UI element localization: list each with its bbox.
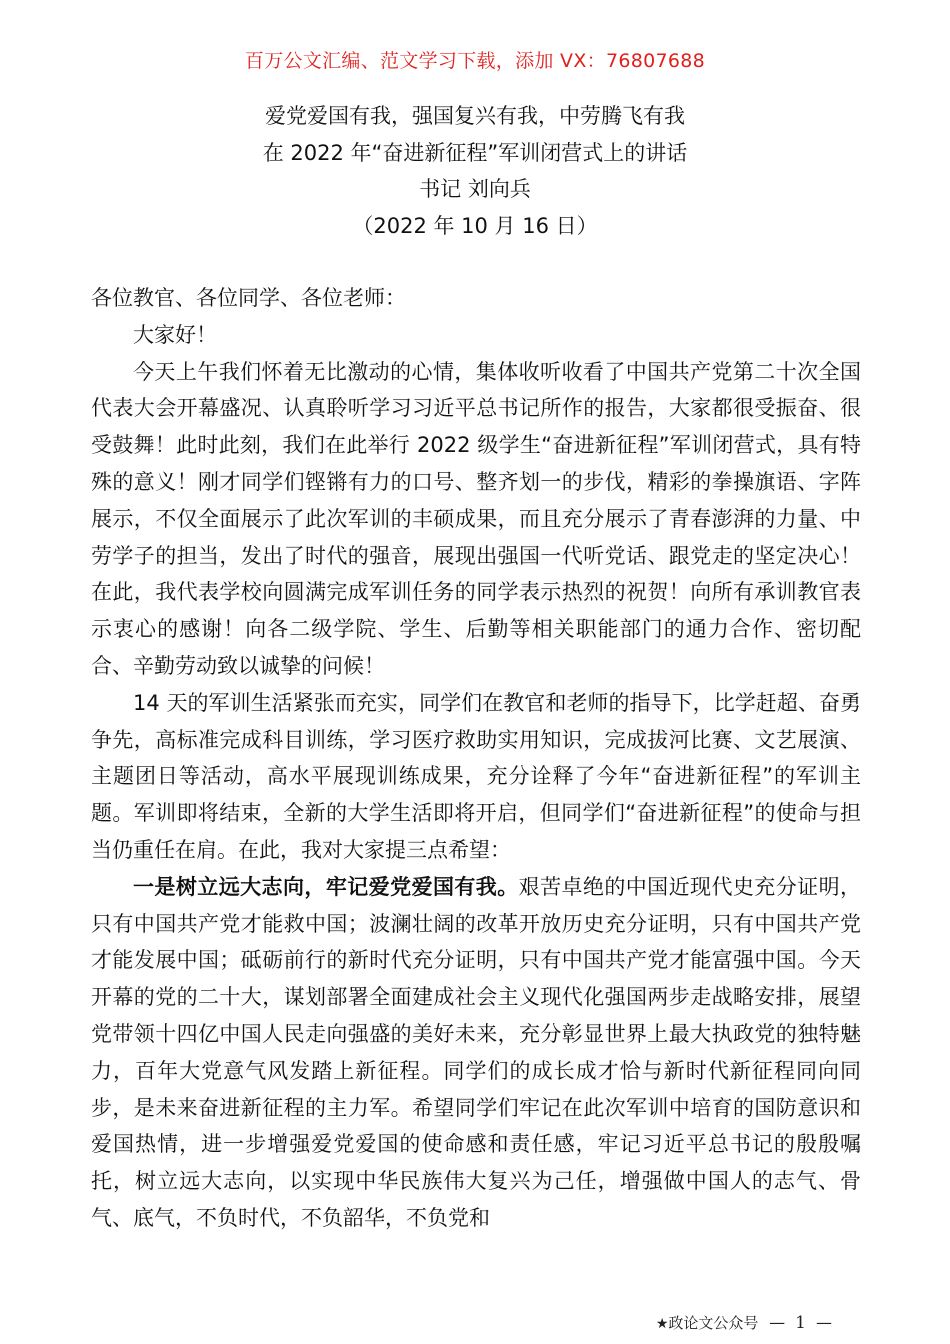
paragraph-3 bbox=[91, 869, 861, 1237]
greeting: 大家好！ bbox=[133, 322, 217, 347]
paragraph-2: 14 天的军训生活紧张而充实，同学们在教官和老师的指导下，比学赶超、奋勇争先，高标准完成科目训练，学习医疗救助实用知识，完成拔河比赛、文艺展演、主题团日等活动，高水平展现训练成果，充分诠释了今年“奋进新征程”的军训主题。军训即将结束，全新的大学生活即将开启，但同学们“奋进新征程”的使命与担当仍重任在肩。在此，我对大家提三点希望： bbox=[91, 690, 861, 862]
dash-right: — bbox=[816, 1313, 832, 1332]
footer-source: 政论文公众号 bbox=[668, 1314, 759, 1332]
promo-banner: 百万公文汇编、范文学习下载，添加 VX：76807688 bbox=[244, 50, 706, 72]
title-line-1: 爱党爱国有我，强国复兴有我，中劳腾飞有我 bbox=[265, 104, 685, 128]
paragraph-3-lead: 一是树立远大志向，牢记爱党爱国有我。 bbox=[133, 874, 519, 899]
title-line-2: 在 2022 年“奋进新征程”军训闭营式上的讲话 bbox=[262, 140, 688, 165]
dash-left: — bbox=[769, 1313, 786, 1332]
salutation: 各位教官、各位同学、各位老师： bbox=[91, 286, 406, 310]
page-number: 1 bbox=[795, 1313, 806, 1333]
page-footer bbox=[656, 1312, 838, 1333]
author-line: 书记 刘向兵 bbox=[419, 177, 531, 201]
date-line: （2022 年 10 月 16 日） bbox=[352, 213, 598, 238]
speech-body bbox=[91, 280, 861, 1237]
star-icon: ★ bbox=[655, 1316, 669, 1332]
paragraph-3-text: 艰苦卓绝的中国近现代史充分证明，只有中国共产党才能救中国；波澜壮阔的改革开放历史充分证明，只有中国共产党才能发展中国；砥砺前行的新时代充分证明，只有中国共产党才能富强中国。今天开幕的党的二十大，谋划部署全面建成社会主义现代化强国两步走战略安排，展望党带领十四亿中国人民走向强盛的美好未来，充分彰显世界上最大执政党的独特魅力，百年大党意气风发踏上新征程。同学们的成长成才恰与新时代新征程同向同步，是未来奋进新征程的主力军。希望同学们牢记在此次军训中培育的国防意识和爱国热情，进一步增强爱党爱国的使命感和责任感，牢记习近平总书记的殷殷嘱托，树立远大志向，以实现中华民族伟大复兴为己任，增强做中国人的志气、骨气、底气，不负时代，不负韶华，不负党和 bbox=[91, 874, 862, 1230]
paragraph-1: 今天上午我们怀着无比激动的心情，集体收听收看了中国共产党第二十次全国代表大会开幕盛况、认真聆听学习习近平总书记所作的报告，大家都很受振奋、很受鼓舞！此时此刻，我们在此举行 2022 级学生“奋进新征程”军训闭营式，具有特殊的意义！刚才同学们铿锵有力的口号、整齐划一的步伐，精彩的拳操旗语、字阵展示，不仅全面展示了此次军训的丰硕成果，而且充分展示了青春澎湃的力量、中劳学子的担当，发出了时代的强音，展现出强国一代听党话、跟党走的坚定决心！在此，我代表学校向圆满完成军训任务的同学表示热烈的祝贺！向所有承训教官表示衷心的感谢！向各二级学院、学生、后勤等相关职能部门的通力合作、密切配合、辛勤劳动致以诚挚的问候！ bbox=[91, 359, 861, 678]
document-heading bbox=[0, 98, 950, 244]
